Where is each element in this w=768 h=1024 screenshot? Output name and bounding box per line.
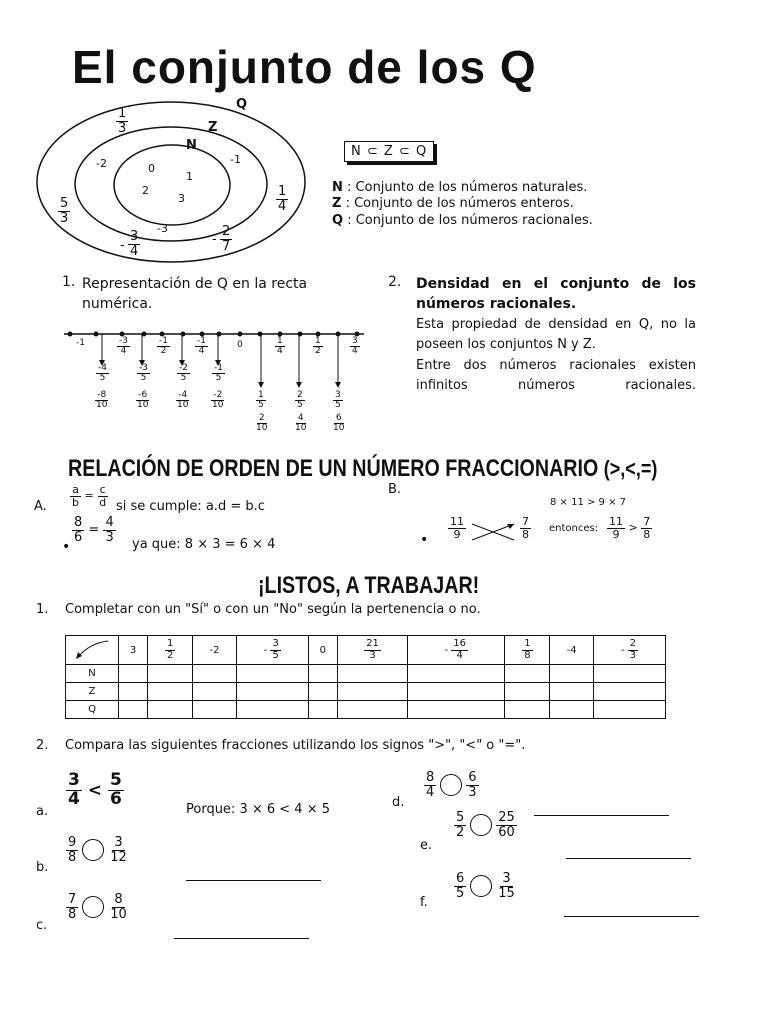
n-value: 0: [148, 162, 155, 175]
nl-equiv-fraction: $\frac{1}{5}$: [258, 390, 264, 411]
nl-equiv-fraction: $\frac{2}{10}$: [256, 413, 268, 434]
cross-multiply-arrows: [470, 520, 518, 544]
nl-equiv-fraction: $\frac{-1}{5}$: [214, 363, 223, 384]
nl-tick-fraction: $\frac{-1}{2}$: [159, 336, 168, 357]
nl-equiv-fraction: $\frac{-3}{5}$: [139, 363, 148, 384]
nl-equiv-fraction: $\frac{-6}{10}$: [137, 390, 149, 411]
inclusion-box: N ⊂ Z ⊂ Q: [344, 141, 434, 162]
set-n-label: N: [186, 138, 197, 153]
q-fraction: $\frac{1}{3}$: [118, 106, 127, 136]
definition-q: Q : Conjunto de los números racionales.: [332, 213, 593, 228]
section2-number: 2.: [388, 274, 402, 290]
item-d-comparison: $\frac{8}{4}$ $\frac{6}{3}$: [426, 770, 477, 800]
q-fraction: $\frac{5}{3}$: [60, 196, 69, 226]
section2-paragraph: Entre dos números racionales existen infinitos números racionales.: [416, 358, 696, 393]
item-c-label: c.: [36, 918, 48, 933]
nl-equiv-fraction: $\frac{-2}{5}$: [179, 363, 188, 384]
exercise2-instruction: Compara las siguientes fracciones utilizando los signos ">", "<" o "=".: [65, 738, 526, 753]
relation-b-fraction: $\frac{7}{8}$: [522, 515, 529, 541]
nl-equiv-fraction: $\frac{-4}{10}$: [177, 390, 189, 411]
nl-equiv-fraction: $\frac{3}{5}$: [335, 390, 341, 411]
row-label: Q: [66, 701, 119, 719]
corner-cell: [66, 636, 119, 665]
z-value: -2: [96, 157, 107, 170]
z-value: -3: [157, 222, 168, 235]
item-e-comparison: $\frac{5}{2}$ $\frac{25}{60}$: [456, 810, 515, 840]
nl-tick-fraction: $\frac{3}{4}$: [352, 336, 358, 357]
item-a-comparison: $\frac{3}{4}$ < $\frac{5}{6}$: [68, 770, 122, 809]
answer-circle[interactable]: [82, 839, 104, 861]
bullet: •: [62, 539, 71, 555]
z-value: -1: [230, 153, 241, 166]
sets-diagram: [35, 100, 315, 265]
answer-line[interactable]: [564, 898, 699, 917]
exercise1-instruction: Completar con un "Sí" o con un "No" según la pertenencia o no.: [65, 602, 481, 617]
item-f-comparison: $\frac{6}{5}$ $\frac{3}{15}$: [456, 871, 515, 901]
set-q-label: Q: [236, 97, 248, 112]
answer-circle[interactable]: [470, 814, 492, 836]
relation-heading: RELACIÓN DE ORDEN DE UN NÚMERO FRACCIONARIO (>,<,=): [68, 455, 658, 482]
curved-arrow-icon: [72, 637, 112, 661]
nl-label: 0: [237, 340, 243, 350]
minus-sign: -: [120, 238, 125, 253]
section1-number: 1.: [62, 274, 76, 290]
row-label: N: [66, 665, 119, 683]
section1-title: Representación de Q en la recta numérica.: [82, 276, 308, 312]
section2-title: Densidad en el conjunto de los números racionales.: [416, 276, 696, 312]
row-label: Z: [66, 683, 119, 701]
relation-a-condition: si se cumple: a.d = b.c: [116, 499, 265, 514]
bullet: •: [420, 532, 429, 548]
item-e-label: e.: [420, 838, 433, 853]
relation-b-fraction: $\frac{11}{9}$: [450, 515, 464, 541]
nl-tick-fraction: $\frac{1}{2}$: [315, 336, 321, 357]
item-a-label: a.: [36, 804, 49, 819]
relation-b-entonces: entonces:: [549, 523, 599, 534]
relation-b-result: $\frac{11}{9}$ > $\frac{7}{8}$: [609, 515, 651, 541]
exercise2-number: 2.: [36, 738, 49, 753]
nl-equiv-fraction: $\frac{-2}{10}$: [212, 390, 224, 411]
nl-equiv-fraction: $\frac{4}{10}$: [295, 413, 307, 434]
relation-a-label: A.: [34, 499, 47, 514]
nl-equiv-fraction: $\frac{-4}{5}$: [98, 363, 107, 384]
membership-table: 3 $\frac{1}{2}$ -2 - $\frac{3}{5}$ 0 $\frac{21}{3}$ - $\frac{16}{4}$ $\frac{1}{8}$ -4 - $\frac{2}{3}$ N Z Q: [65, 635, 666, 719]
q-fraction: $\frac{2}{7}$: [222, 224, 231, 254]
answer-line[interactable]: [174, 920, 309, 939]
relation-a-example: $\frac{8}{6}$ = $\frac{4}{3}$: [74, 515, 114, 545]
relation-b-product: 8 × 11 > 9 × 7: [550, 497, 627, 508]
item-c-comparison: $\frac{7}{8}$ $\frac{8}{10}$: [68, 892, 127, 922]
n-value: 2: [142, 184, 149, 197]
nl-tick-fraction: $\frac{-3}{4}$: [119, 336, 128, 357]
answer-line[interactable]: [186, 862, 321, 881]
n-value: 3: [178, 192, 185, 205]
exercise1-number: 1.: [36, 602, 49, 617]
q-fraction: $\frac{1}{4}$: [278, 184, 287, 214]
page-title: El conjunto de los Q: [72, 41, 537, 93]
answer-circle[interactable]: [470, 875, 492, 897]
section2-paragraph: Esta propiedad de densidad en Q, no la poseen los conjuntos N y Z.: [416, 317, 696, 352]
nl-label: -1: [76, 338, 85, 348]
definition-z: Z : Conjunto de los números enteros.: [332, 196, 574, 211]
set-z-label: Z: [208, 120, 218, 135]
nl-equiv-fraction: $\frac{2}{5}$: [297, 390, 303, 411]
listos-heading: ¡LISTOS, A TRABAJAR!: [258, 572, 480, 599]
nl-tick-fraction: $\frac{1}{4}$: [277, 336, 283, 357]
nl-tick-fraction: $\frac{-1}{4}$: [197, 336, 206, 357]
item-b-comparison: $\frac{9}{8}$ $\frac{3}{12}$: [68, 835, 127, 865]
minus-sign: -: [212, 232, 217, 247]
item-b-label: b.: [36, 860, 49, 875]
nl-equiv-fraction: $\frac{6}{10}$: [333, 413, 345, 434]
answer-circle[interactable]: [82, 896, 104, 918]
answer-line[interactable]: [534, 797, 669, 816]
definition-n: N : Conjunto de los números naturales.: [332, 180, 588, 195]
relation-a-reason: ya que: 8 × 3 = 6 × 4: [132, 537, 276, 552]
answer-line[interactable]: [566, 840, 691, 859]
q-fraction: $\frac{3}{4}$: [130, 229, 139, 259]
relation-b-label: B.: [388, 482, 402, 497]
nl-equiv-fraction: $\frac{-8}{10}$: [96, 390, 108, 411]
item-f-label: f.: [420, 895, 428, 910]
relation-a-equation: $\frac{a}{b}$ = $\frac{c}{d}$: [72, 483, 107, 509]
item-a-reason: Porque: 3 × 6 < 4 × 5: [186, 802, 331, 817]
item-d-label: d.: [392, 795, 405, 810]
answer-circle[interactable]: [440, 774, 462, 796]
n-value: 1: [186, 170, 193, 183]
